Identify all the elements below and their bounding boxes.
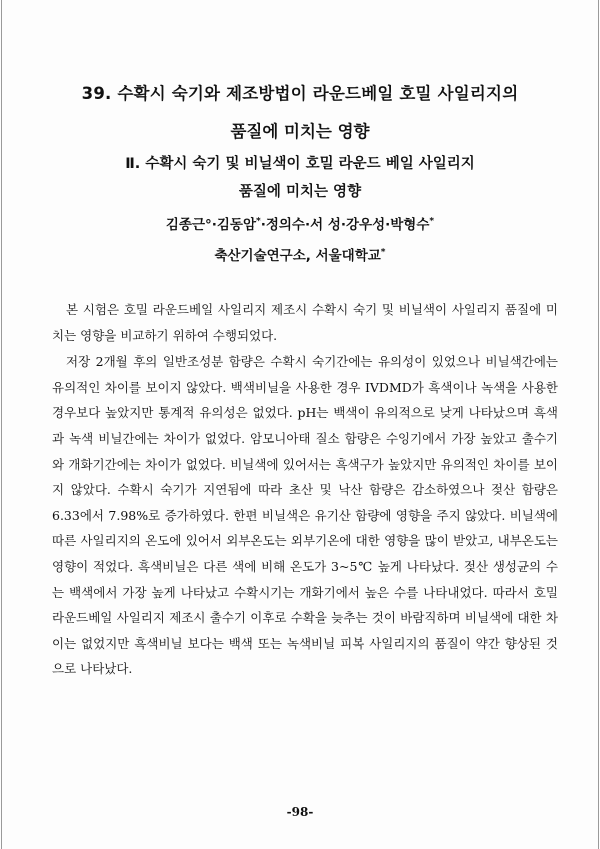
- abstract-paragraph-2: 저장 2개월 후의 일반조성분 함량은 수확시 숙기간에는 유의성이 있었으나 비닐색간에는 유의적인 차이를 보이지 않았다. 백색비닐을 사용한 경우 IVDMD가 흑색이나 녹색을 사용한 경우보다 높았지만 통계적 유의성은 없었다. pH는 백색이 유의적으로 낮게 나타났으며 흑색과 녹색 비닐간에는 차이가 없었다. 암모니아태 질소 함량은 수잉기에서 가장 높았고 출수기와 개화기간에는 차이가 없었다. 비닐색에 있어서는 흑색구가 높았지만 유의적인 차이를 보이지 않았다. 수확시 숙기가 지연됨에 따라 초산 및 낙산 함량은 감소하였으나 젖산 함량은 6.33에서 7.98%로 증가하였다. 한편 비닐색은 유기산 함량에 영향을 주지 않았다. 비닐색에 따른 사일리지의 온도에 있어서 외부온도는 외부기온에 대한 영향을 많이 받았고, 내부온도는 영향이 적었다. 흑색비닐은 다른 색에 비해 온도가 3~5℃ 높게 나타났다. 젖산 생성균의 수는 백색에서 가장 높게 나타났고 수확시기는 개화기에서 높은 수를 나타내었다. 따라서 호밀 라운드베일 사일리지 제조시 출수기 이후로 수확을 늦추는 것이 바람직하며 비닐색에 대한 차이는 없었지만 흑색비닐 보다는 백색 또는 녹색비닐 피복 사일리지의 품질이 약간 향상된 것으로 나타났다.: [52, 354, 558, 677]
- author-affiliation-mark2: *: [429, 216, 435, 227]
- paper-subtitle-line2: 품질에 미치는 영향: [238, 184, 362, 200]
- paper-subtitle-line1: Ⅱ. 수확시 숙기 및 비닐색이 호밀 라운드 베일 사일리지: [125, 156, 475, 172]
- paper-title-line1: 39. 수확시 숙기와 제조방법이 라운드베일 호밀 사일리지의: [81, 84, 519, 103]
- affiliation: [40, 244, 560, 264]
- abstract-paragraph-1: 본 시험은 호밀 라운드베일 사일리지 제조시 수확시 숙기 및 비닐색이 사일리지 품질에 미치는 영향을 비교하기 위하여 수행되었다.: [52, 302, 558, 343]
- abstract-body: [52, 297, 558, 682]
- affiliation-mark: *: [380, 247, 386, 258]
- page-number: -98-: [286, 805, 314, 819]
- author-list: [40, 213, 560, 233]
- page-left-edge: [1, 0, 2, 849]
- affiliation-text: 축산기술연구소, 서울대학교: [214, 248, 381, 264]
- paper-title-line2: 품질에 미치는 영향: [230, 122, 370, 141]
- page-right-edge: [598, 0, 599, 849]
- author-affiliation-mark1: *: [256, 216, 261, 227]
- author-names-part2: ·정의수·서 성·강우성·박형수: [260, 217, 430, 233]
- author-names-part1: 김종근°·김동암: [165, 217, 256, 233]
